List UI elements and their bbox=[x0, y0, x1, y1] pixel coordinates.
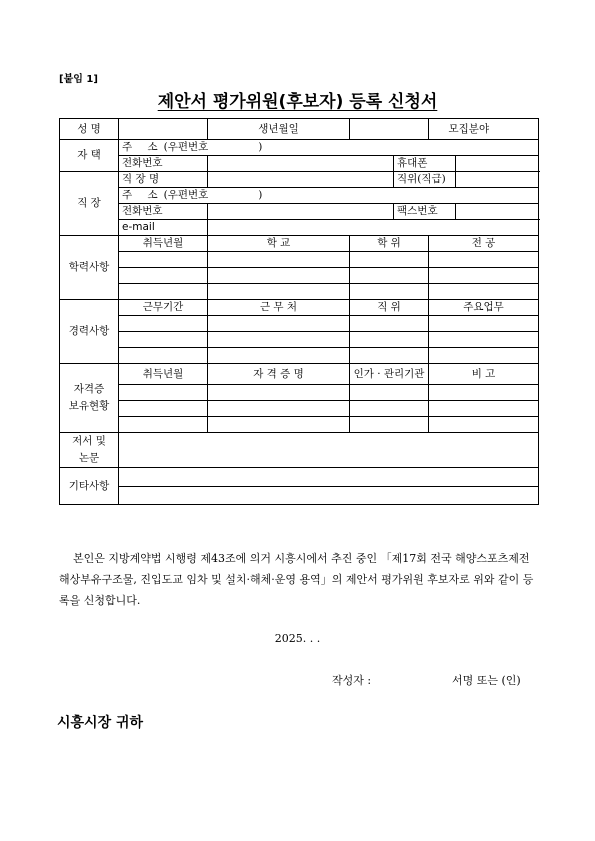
other-row-2 bbox=[60, 486, 539, 505]
education-cell[interactable] bbox=[208, 268, 350, 284]
home-address-row bbox=[60, 140, 539, 156]
career-cell[interactable] bbox=[119, 332, 208, 348]
education-entry-row bbox=[60, 268, 539, 284]
cert-cell[interactable] bbox=[350, 401, 429, 417]
page-title bbox=[0, 87, 595, 112]
work-address-field[interactable] bbox=[119, 188, 539, 204]
workplace-label: 직 장 명 bbox=[119, 172, 208, 188]
fax-label: 팩스번호 bbox=[394, 204, 456, 220]
email-row bbox=[60, 220, 539, 236]
career-cell[interactable] bbox=[208, 316, 350, 332]
other-field-line1[interactable] bbox=[119, 468, 539, 487]
cert-cell[interactable] bbox=[119, 401, 208, 417]
career-header-duty: 주요업무 bbox=[429, 300, 539, 316]
cert-entry-row bbox=[60, 385, 539, 401]
education-cell[interactable] bbox=[350, 284, 429, 300]
papers-label-line1: 저서 및 bbox=[72, 435, 106, 447]
cert-cell[interactable] bbox=[208, 417, 350, 433]
cert-header-agency: 인가 · 관리기관 bbox=[350, 364, 429, 385]
home-postal-suffix: ) bbox=[258, 141, 263, 153]
career-cell[interactable] bbox=[350, 316, 429, 332]
career-entry-row bbox=[60, 348, 539, 364]
name-row bbox=[60, 119, 539, 140]
cert-cell[interactable] bbox=[350, 417, 429, 433]
position-label: 직위(직급) bbox=[394, 172, 456, 188]
work-postal-suffix: ) bbox=[258, 189, 263, 201]
education-cell[interactable] bbox=[119, 284, 208, 300]
career-cell[interactable] bbox=[208, 332, 350, 348]
email-field[interactable] bbox=[208, 220, 539, 236]
education-cell[interactable] bbox=[429, 284, 539, 300]
addressee: 시흥시장 귀하 bbox=[57, 715, 144, 731]
cert-header-name: 자 격 증 명 bbox=[208, 364, 350, 385]
education-entry-row bbox=[60, 252, 539, 268]
education-header-school: 학 교 bbox=[208, 236, 350, 252]
home-phone-field[interactable] bbox=[208, 156, 394, 172]
other-row bbox=[60, 468, 539, 487]
attachment-label: [붙임 1] bbox=[59, 74, 98, 85]
title-text: 제안서 평가위원(후보자) 등록 신청서 bbox=[157, 92, 438, 112]
career-header-workplace: 근 무 처 bbox=[208, 300, 350, 316]
career-header-position: 직 위 bbox=[350, 300, 429, 316]
cert-label bbox=[60, 364, 119, 433]
education-cell[interactable] bbox=[429, 268, 539, 284]
education-cell[interactable] bbox=[208, 252, 350, 268]
career-cell[interactable] bbox=[119, 348, 208, 364]
statement-paragraph bbox=[59, 548, 539, 611]
work-postal-prefix: (우편번호 bbox=[163, 189, 209, 201]
position-field[interactable] bbox=[456, 172, 539, 188]
career-header-period: 근무기간 bbox=[119, 300, 208, 316]
career-cell[interactable] bbox=[350, 348, 429, 364]
career-cell[interactable] bbox=[350, 332, 429, 348]
other-label: 기타사항 bbox=[60, 468, 119, 505]
cert-cell[interactable] bbox=[208, 401, 350, 417]
workplace-field[interactable] bbox=[208, 172, 394, 188]
cert-cell[interactable] bbox=[429, 401, 539, 417]
home-label: 자 택 bbox=[60, 140, 119, 172]
work-phone-label: 전화번호 bbox=[119, 204, 208, 220]
education-cell[interactable] bbox=[119, 268, 208, 284]
application-date: 2025. . . bbox=[274, 632, 321, 645]
papers-field[interactable] bbox=[119, 433, 539, 468]
career-label: 경력사항 bbox=[60, 300, 119, 364]
birth-field[interactable] bbox=[350, 119, 429, 140]
career-cell[interactable] bbox=[429, 316, 539, 332]
education-cell[interactable] bbox=[350, 268, 429, 284]
work-phone-field[interactable] bbox=[208, 204, 394, 220]
education-header-major: 전 공 bbox=[429, 236, 539, 252]
cert-header-date: 취득년월 bbox=[119, 364, 208, 385]
education-cell[interactable] bbox=[208, 284, 350, 300]
papers-label-line2: 논문 bbox=[78, 452, 100, 464]
cert-cell[interactable] bbox=[429, 417, 539, 433]
cert-header-row bbox=[60, 364, 539, 385]
education-header-degree: 학 위 bbox=[350, 236, 429, 252]
cert-label-line1: 자격증 bbox=[73, 383, 105, 395]
cert-label-line2: 보유현황 bbox=[68, 400, 110, 412]
cert-cell[interactable] bbox=[119, 417, 208, 433]
cert-cell[interactable] bbox=[208, 385, 350, 401]
email-label: e-mail bbox=[119, 220, 208, 236]
career-cell[interactable] bbox=[208, 348, 350, 364]
work-label: 직 장 bbox=[60, 172, 119, 236]
career-cell[interactable] bbox=[119, 316, 208, 332]
education-label: 학력사항 bbox=[60, 236, 119, 300]
mobile-label: 휴대폰 bbox=[394, 156, 456, 172]
work-address-row bbox=[60, 188, 539, 204]
fax-field[interactable] bbox=[456, 204, 539, 220]
career-header-row bbox=[60, 300, 539, 316]
application-form-table bbox=[59, 118, 539, 505]
workplace-row bbox=[60, 172, 539, 188]
education-header-date: 취득년월 bbox=[119, 236, 208, 252]
home-phone-label: 전화번호 bbox=[119, 156, 208, 172]
cert-entry-row bbox=[60, 417, 539, 433]
home-address-label: 주 소 bbox=[122, 141, 164, 153]
education-entry-row bbox=[60, 284, 539, 300]
field-cell[interactable] bbox=[448, 119, 539, 140]
cert-header-note: 비 고 bbox=[429, 364, 539, 385]
cert-entry-row bbox=[60, 401, 539, 417]
mobile-field[interactable] bbox=[456, 156, 539, 172]
home-phone-row bbox=[60, 156, 539, 172]
field-label: 모집분야 bbox=[448, 122, 490, 135]
home-postal-prefix: (우편번호 bbox=[163, 141, 209, 153]
career-entry-row bbox=[60, 316, 539, 332]
career-entry-row bbox=[60, 332, 539, 348]
work-phone-row bbox=[60, 204, 539, 220]
signature-label: 서명 또는 (인) bbox=[452, 674, 521, 687]
work-address-label: 주 소 bbox=[122, 189, 164, 201]
name-label: 성 명 bbox=[60, 119, 119, 140]
cert-cell[interactable] bbox=[119, 385, 208, 401]
birth-label: 생년월일 bbox=[208, 119, 350, 140]
home-address-field[interactable] bbox=[119, 140, 539, 156]
education-cell[interactable] bbox=[119, 252, 208, 268]
cert-cell[interactable] bbox=[429, 385, 539, 401]
education-cell[interactable] bbox=[350, 252, 429, 268]
writer-label: 작성자 : bbox=[332, 674, 372, 687]
cert-cell[interactable] bbox=[350, 385, 429, 401]
name-field[interactable] bbox=[119, 119, 208, 140]
papers-label bbox=[60, 433, 119, 468]
other-field-line2[interactable] bbox=[119, 486, 539, 505]
education-cell[interactable] bbox=[429, 252, 539, 268]
education-header-row bbox=[60, 236, 539, 252]
papers-row bbox=[60, 433, 539, 468]
statement-text: 본인은 지방계약법 시행령 제43조에 의거 시흥시에서 추진 중인 「제17회 전국 해양스포츠제전 해상부유구조물, 진입도교 임차 및 설치·해체·운영 용역」의 제안서 평가위원 후보자로 위와 같이 등록을 신청합니다. bbox=[59, 552, 534, 607]
career-cell[interactable] bbox=[429, 332, 539, 348]
career-cell[interactable] bbox=[429, 348, 539, 364]
